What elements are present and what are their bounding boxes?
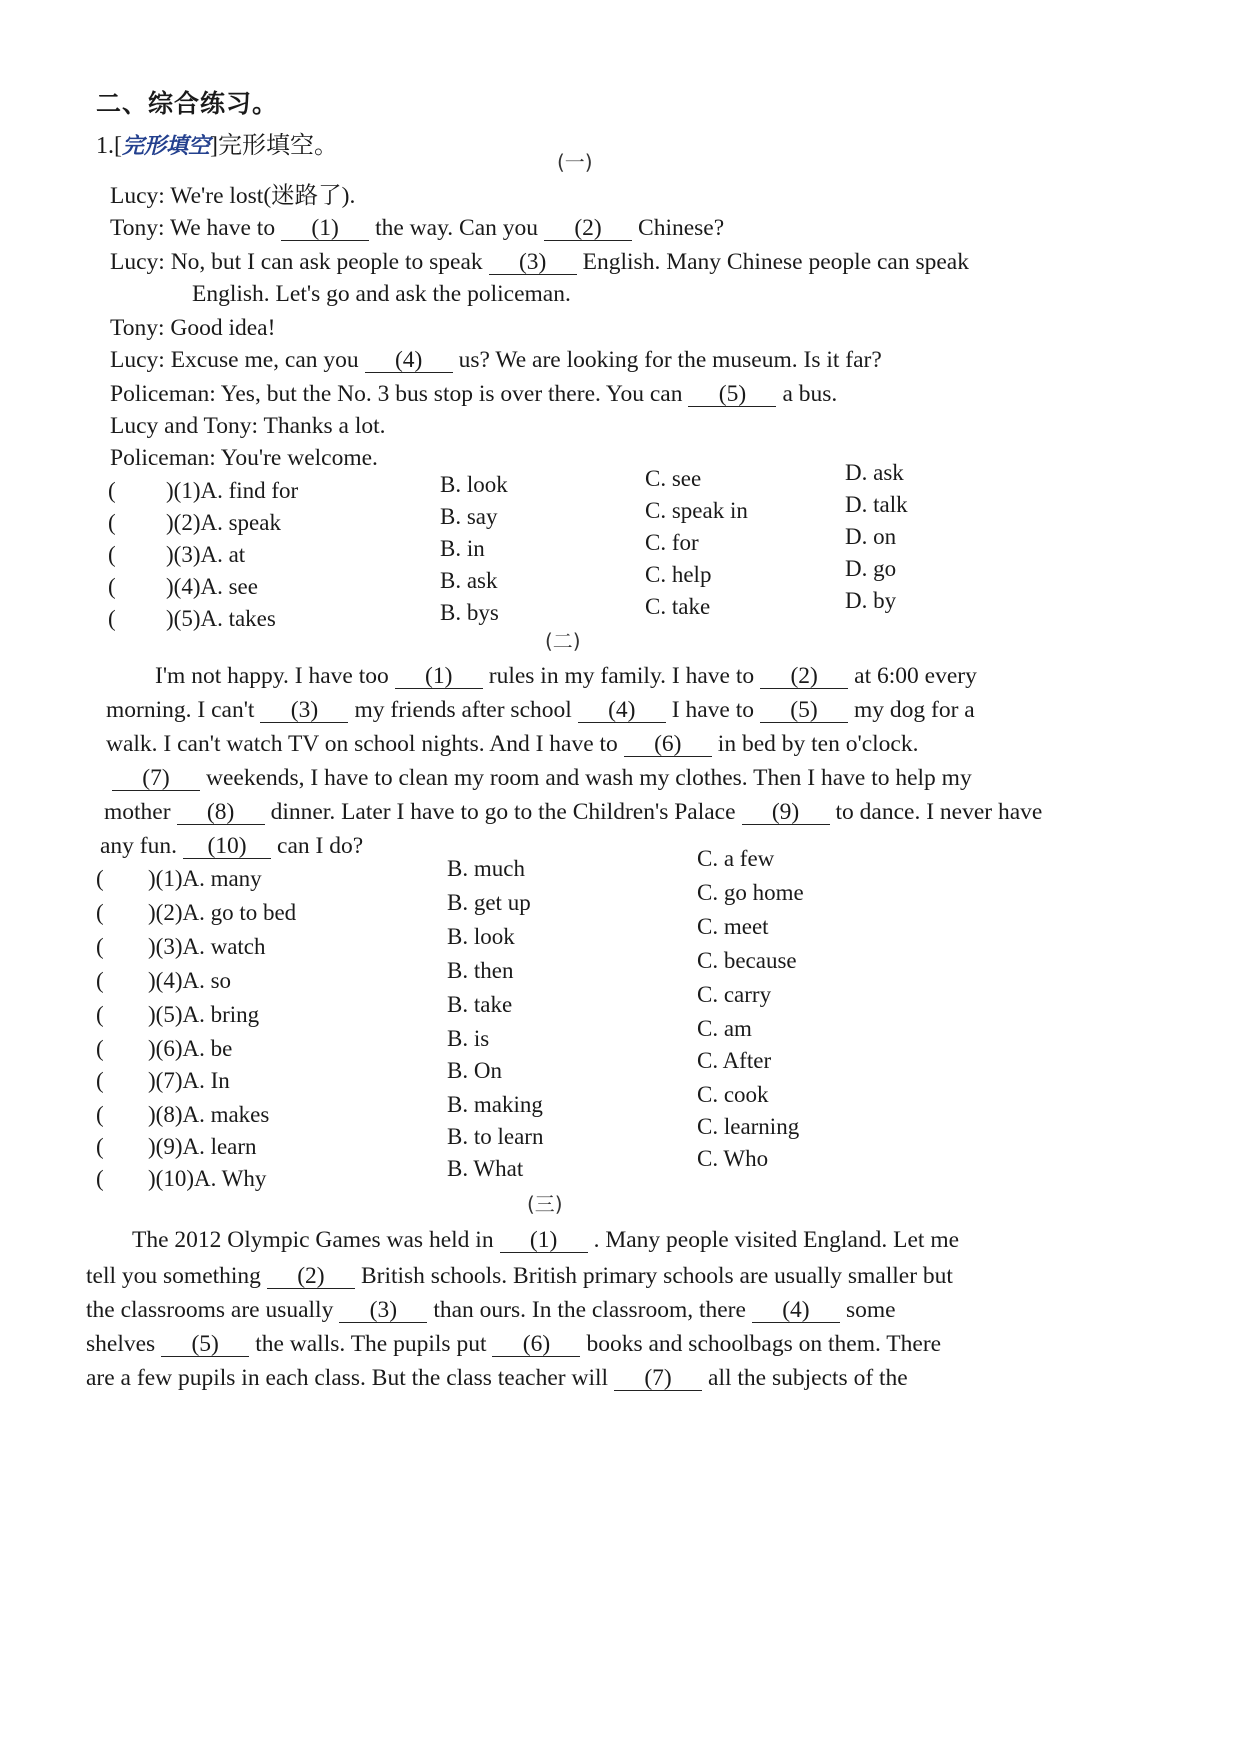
option-a: )(8)A. makes [148, 1102, 270, 1127]
answer-blank: (2) [544, 216, 632, 241]
option-b: B. take [447, 992, 513, 1017]
option-a: )(4)A. so [148, 968, 232, 993]
passage-text: us? We are looking for the museum. Is it far? [458, 347, 882, 373]
passage-text: English. Let's go and ask the policeman. [192, 281, 571, 307]
option-c: C. see [645, 466, 702, 491]
speaker-name: Lucy and Tony: [110, 413, 259, 439]
option-c: C. meet [697, 914, 769, 939]
passage-text: can I do? [277, 833, 364, 859]
answer-blank: (1) [500, 1228, 588, 1253]
passage-text: books and schoolbags on them. There [586, 1331, 942, 1357]
passage-text: Chinese? [638, 215, 725, 241]
option-a: )(1)A. many [148, 866, 262, 891]
answer-blank: (5) [760, 698, 848, 723]
answer-blank: (4) [752, 1298, 840, 1323]
dialogue-line [110, 410, 386, 442]
option-b: B. then [447, 958, 514, 983]
answer-blank: (2) [267, 1264, 355, 1289]
dialogue-line [110, 442, 378, 474]
option-c: C. speak in [645, 498, 748, 523]
answer-paren: ( [96, 1068, 104, 1093]
passage-text: The 2012 Olympic Games was held in [132, 1227, 494, 1253]
option-a: )(3)A. at [166, 542, 246, 567]
answer-blank: (5) [161, 1332, 249, 1357]
dialogue-line [110, 212, 724, 244]
passage-text: weekends, I have to clean my room and wash my clothes. Then I have to help my [206, 765, 972, 791]
answer-paren: ( [96, 1102, 104, 1127]
speaker-name: Policeman: [110, 381, 216, 407]
passage-text: in bed by ten o'clock. [717, 731, 919, 757]
passage-line [86, 1362, 908, 1394]
answer-paren: ( [96, 968, 104, 993]
option-b: B. making [447, 1092, 543, 1117]
option-b: B. to learn [447, 1124, 544, 1149]
option-c: C. Who [697, 1146, 769, 1171]
option-b: B. ask [440, 568, 498, 593]
speaker-name: Lucy: [110, 249, 165, 275]
option-a: )(6)A. be [148, 1036, 233, 1061]
passage-text: No, but I can ask people to speak [170, 249, 483, 275]
answer-paren: ( [96, 1002, 104, 1027]
answer-blank: (5) [688, 382, 776, 407]
answer-blank: (4) [365, 348, 453, 373]
option-a: )(1)A. find for [166, 478, 299, 503]
answer-blank: (6) [492, 1332, 580, 1357]
dialogue-line [110, 312, 275, 344]
dialogue-line [110, 246, 969, 278]
passage-line [100, 830, 363, 862]
speaker-name: Policeman: [110, 445, 216, 471]
passage-text: British schools. British primary schools are usually smaller but [360, 1263, 953, 1289]
speaker-name: Tony: [110, 315, 165, 341]
answer-blank: (4) [578, 698, 666, 723]
option-b: B. look [440, 472, 508, 497]
passage-text: . Many people visited England. Let me [593, 1227, 960, 1253]
passage-text: a bus. [782, 381, 838, 407]
passage-text: You're welcome. [220, 445, 378, 471]
answer-blank: (2) [760, 664, 848, 689]
passage-text: We're lost(迷路了). [170, 183, 356, 209]
option-c: C. a few [697, 846, 775, 871]
passage-line [106, 728, 918, 760]
answer-paren: ( [108, 478, 116, 503]
option-a: )(9)A. learn [148, 1134, 257, 1159]
option-d: D. ask [845, 460, 904, 485]
passage-text: We have to [169, 215, 276, 241]
passage-text: to dance. I never have [835, 799, 1043, 825]
passage-line [104, 796, 1042, 828]
passage-text: the classrooms are usually [86, 1297, 334, 1323]
speaker-name: Lucy: [110, 347, 165, 373]
answer-blank: (3) [339, 1298, 427, 1323]
answer-paren: ( [96, 900, 104, 925]
option-c: C. for [645, 530, 699, 555]
option-b: B. bys [440, 600, 499, 625]
passage-line [155, 660, 977, 692]
passage-text: mother [104, 799, 171, 825]
passage-line [106, 762, 972, 794]
option-c: C. go home [697, 880, 804, 905]
passage-text: Good idea! [170, 315, 276, 341]
dialogue-line [110, 378, 837, 410]
passage-text: are a few pupils in each class. But the class teacher will [86, 1365, 609, 1391]
question-instruction: 完形填空。 [218, 133, 339, 159]
option-d: D. go [845, 556, 897, 581]
option-b: B. get up [447, 890, 531, 915]
option-b: B. say [440, 504, 498, 529]
answer-paren: ( [96, 934, 104, 959]
option-a: )(5)A. bring [148, 1002, 260, 1027]
option-d: D. talk [845, 492, 908, 517]
option-b: B. much [447, 856, 525, 881]
passage-text: the walls. The pupils put [255, 1331, 487, 1357]
dialogue-line [110, 180, 355, 212]
question-tag: 完形填空 [122, 134, 211, 159]
question-number: 1. [96, 133, 114, 159]
answer-paren: ( [96, 1134, 104, 1159]
option-c: C. am [697, 1016, 752, 1041]
section-label-three: (三) [527, 1192, 563, 1216]
passage-text: my dog for a [854, 697, 975, 723]
answer-blank: (10) [183, 834, 271, 859]
answer-blank: (7) [112, 766, 200, 791]
option-c: C. because [697, 948, 797, 973]
answer-paren: ( [108, 542, 116, 567]
option-a: )(2)A. go to bed [148, 900, 297, 925]
answer-paren: ( [96, 1166, 104, 1191]
passage-line [132, 1224, 959, 1256]
question-title [96, 125, 338, 160]
option-c: C. learning [697, 1114, 800, 1139]
option-a: )(5)A. takes [166, 606, 276, 631]
option-b: B. What [447, 1156, 524, 1181]
dialogue-line [110, 344, 882, 376]
option-a: )(10)A. Why [148, 1166, 267, 1191]
section-label-two: (二) [545, 629, 581, 653]
option-c: C. take [645, 594, 711, 619]
answer-paren: ( [96, 1036, 104, 1061]
answer-blank: (7) [614, 1366, 702, 1391]
option-a: )(2)A. speak [166, 510, 281, 535]
option-d: D. on [845, 524, 897, 549]
answer-paren: ( [96, 866, 104, 891]
passage-text: all the subjects of the [708, 1365, 908, 1391]
answer-blank: (6) [624, 732, 712, 757]
option-a: )(3)A. watch [148, 934, 266, 959]
section-label-one: (一) [557, 150, 593, 174]
passage-text: shelves [86, 1331, 156, 1357]
passage-text: any fun. [100, 833, 178, 859]
passage-text: than ours. In the classroom, there [433, 1297, 746, 1323]
passage-text: morning. I can't [106, 697, 255, 723]
passage-text: English. Many Chinese people can speak [582, 249, 969, 275]
option-a: )(4)A. see [166, 574, 258, 599]
section-heading: 二、综合练习。 [96, 89, 279, 118]
option-b: B. On [447, 1058, 502, 1083]
option-a: )(7)A. In [148, 1068, 230, 1093]
answer-blank: (1) [281, 216, 369, 241]
passage-text: I'm not happy. I have too [155, 663, 389, 689]
passage-line [86, 1328, 941, 1360]
passage-text: dinner. Later I have to go to the Children's Palace [270, 799, 736, 825]
option-b: B. in [440, 536, 485, 561]
answer-blank: (9) [742, 800, 830, 825]
answer-blank: (3) [489, 250, 577, 275]
answer-blank: (1) [395, 664, 483, 689]
tag-bracket-close: ] [210, 133, 219, 159]
passage-text: my friends after school [354, 697, 572, 723]
passage-line [86, 1294, 896, 1326]
option-b: B. is [447, 1026, 490, 1051]
option-c: C. After [697, 1048, 772, 1073]
option-d: D. by [845, 588, 897, 613]
passage-text: tell you something [86, 1263, 261, 1289]
passage-text: Yes, but the No. 3 bus stop is over there. You can [220, 381, 683, 407]
passage-text: I have to [671, 697, 754, 723]
passage-line [86, 1260, 953, 1292]
passage-text: Excuse me, can you [170, 347, 359, 373]
answer-blank: (8) [177, 800, 265, 825]
speaker-name: Tony: [110, 215, 165, 241]
speaker-name: Lucy: [110, 183, 165, 209]
passage-text: rules in my family. I have to [488, 663, 755, 689]
option-c: C. carry [697, 982, 772, 1007]
option-b: B. look [447, 924, 515, 949]
option-c: C. help [645, 562, 712, 587]
answer-paren: ( [108, 574, 116, 599]
passage-line [106, 694, 975, 726]
answer-blank: (3) [260, 698, 348, 723]
passage-text: walk. I can't watch TV on school nights. And I have to [106, 731, 618, 757]
tag-bracket-open: [ [114, 133, 122, 159]
dialogue-line [110, 278, 571, 310]
option-c: C. cook [697, 1082, 769, 1107]
answer-paren: ( [108, 510, 116, 535]
passage-text: at 6:00 every [854, 663, 977, 689]
passage-text: some [845, 1297, 896, 1323]
answer-paren: ( [108, 606, 116, 631]
passage-text: Thanks a lot. [263, 413, 386, 439]
passage-text: the way. Can you [375, 215, 539, 241]
